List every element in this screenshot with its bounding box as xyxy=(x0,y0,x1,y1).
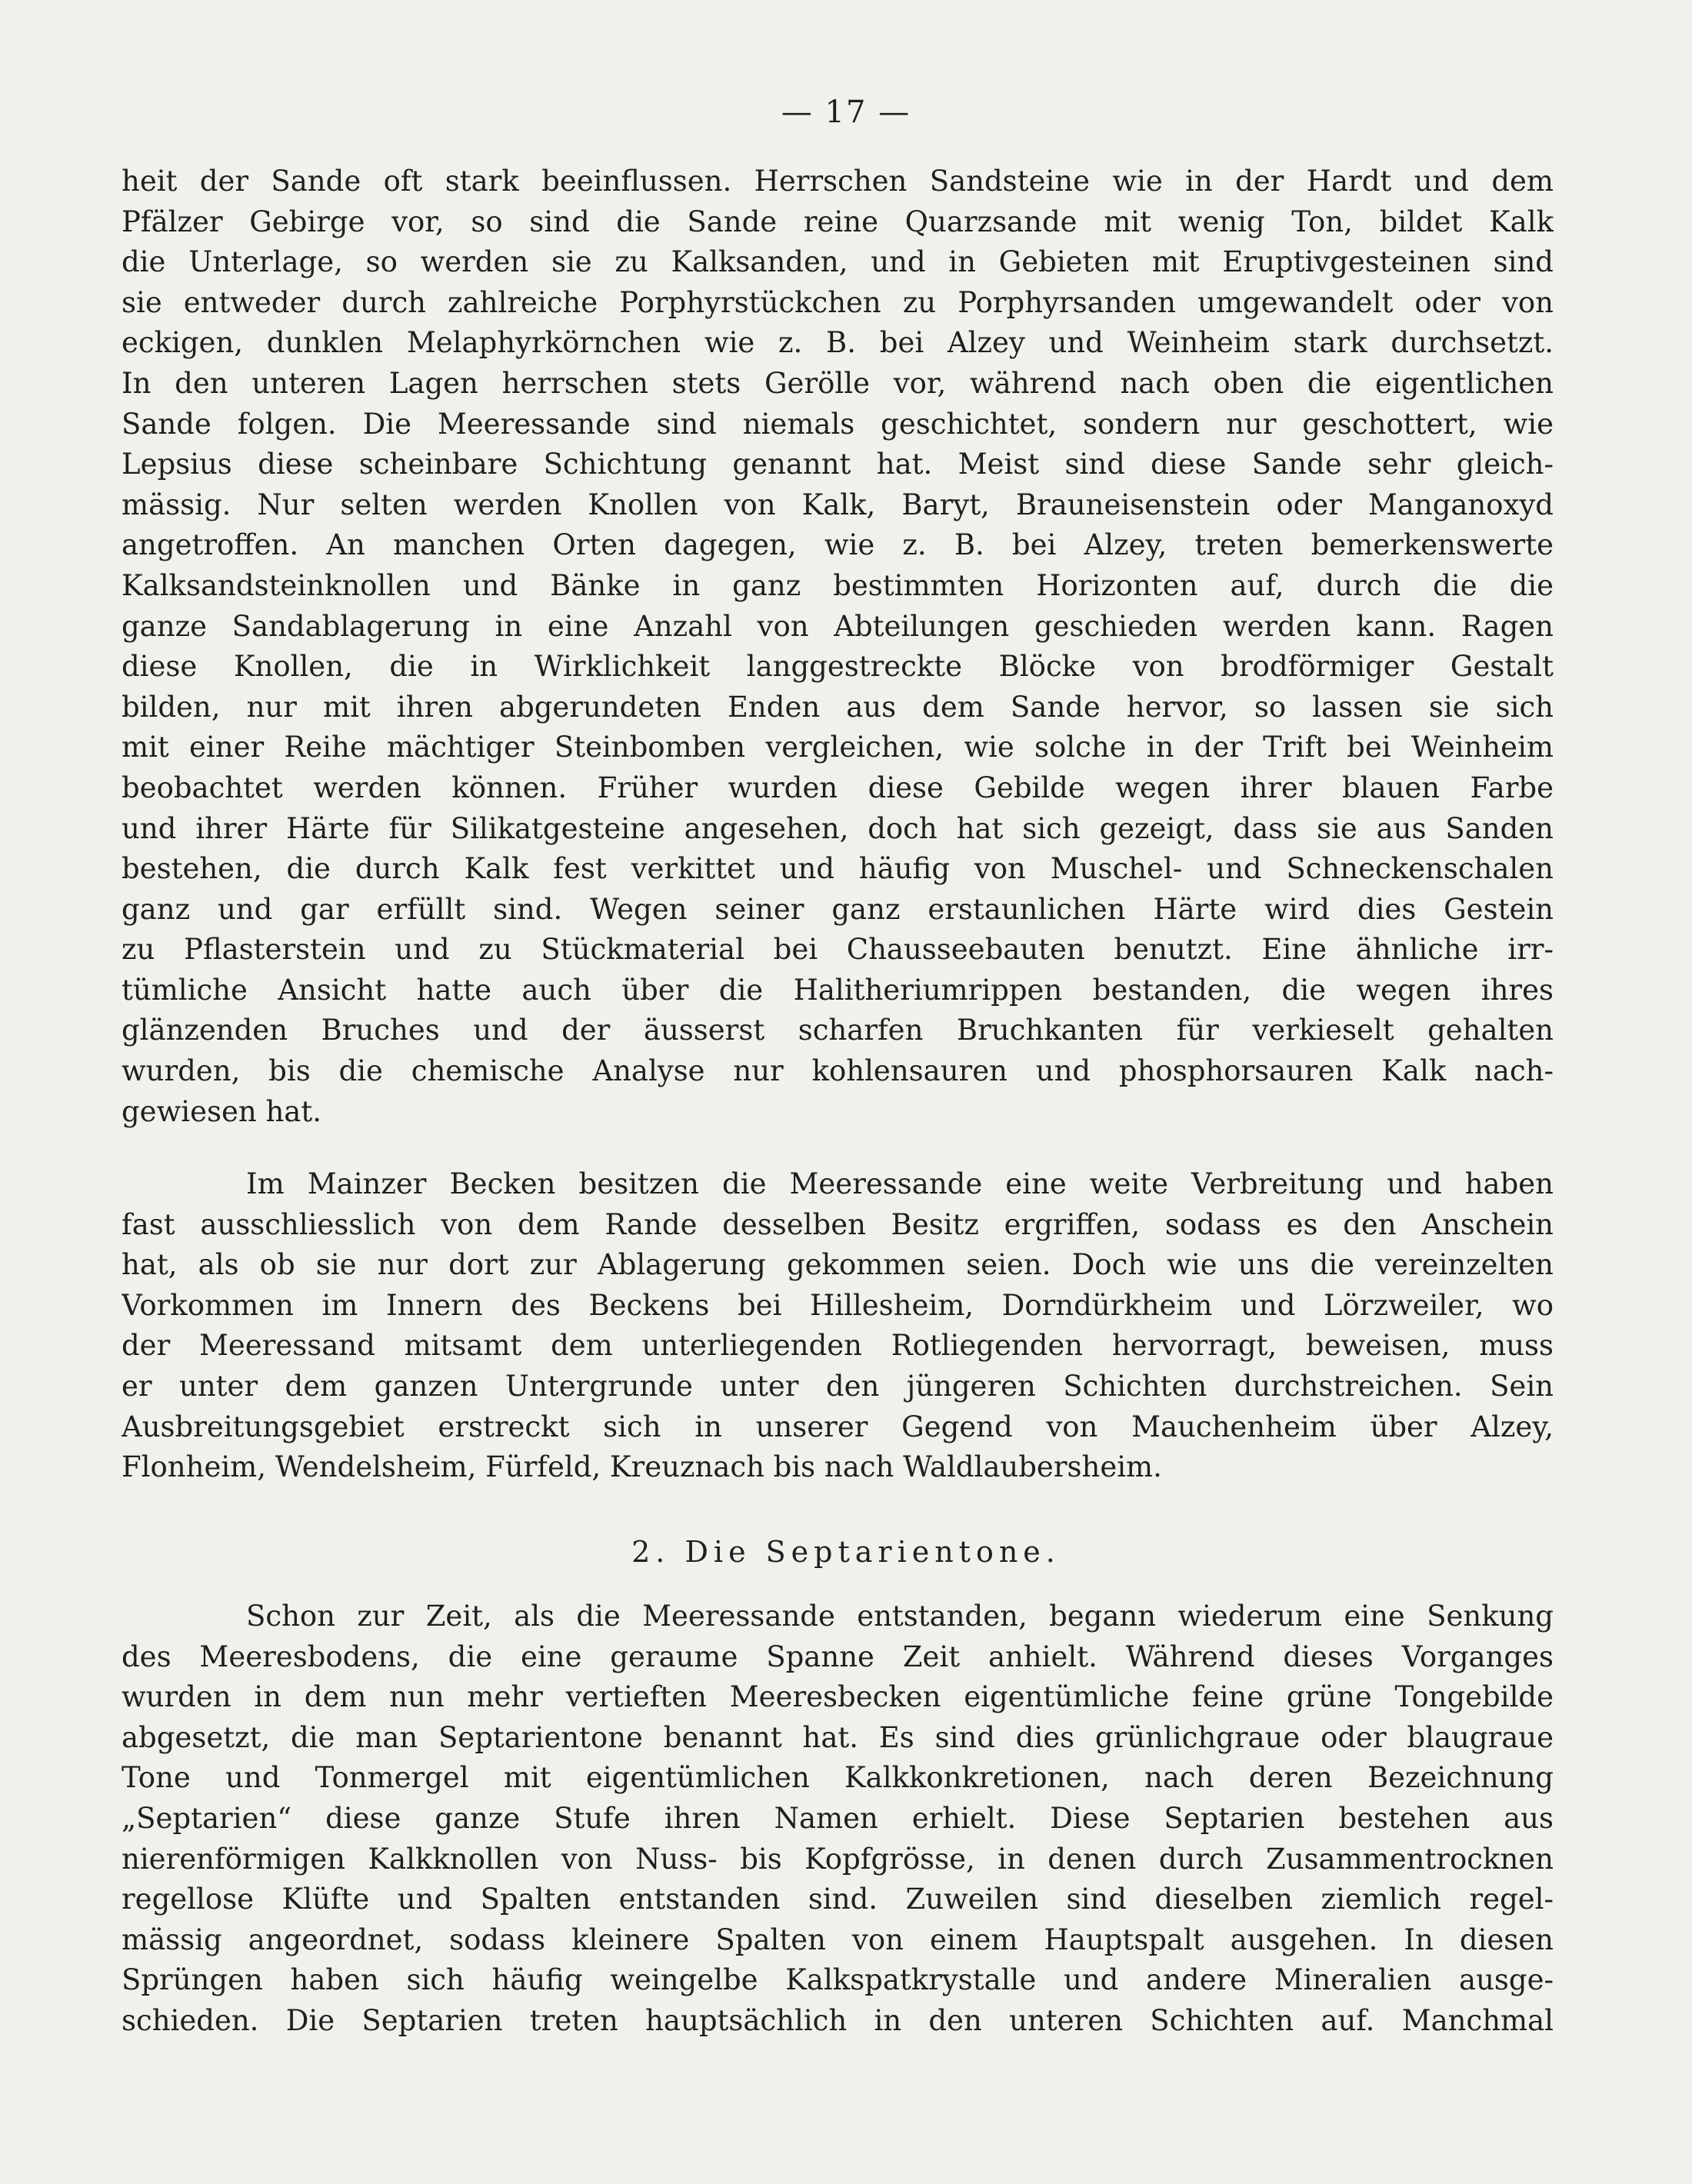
text-line: gewiesen hat. xyxy=(122,1094,321,1128)
text-line: regellose Klüfte und Spalten entstanden sind. Zuweilen sind dieselben ziemlich regel- xyxy=(122,1883,1554,1916)
text-line: Lepsius diese scheinbare Schichtung genannt hat. Meist sind diese Sande sehr gleich- xyxy=(122,448,1554,481)
text-line: eckigen, dunklen Melaphyrkörnchen wie z. B. bei Alzey und Weinheim stark durchsetzt. xyxy=(122,326,1554,360)
text-line: mässig angeordnet, sodass kleinere Spalten von einem Hauptspalt ausgehen. In diesen xyxy=(122,1923,1554,1956)
text-line: abgesetzt, die man Septarientone benannt hat. Es sind dies grünlichgraue oder blaugraue xyxy=(122,1720,1554,1754)
text-line: nierenförmigen Kalkknollen von Nuss- bis Kopfgrösse, in denen durch Zusammentrocknen xyxy=(122,1842,1554,1876)
text-line: des Meeresbodens, die eine geraume Spanne Zeit anhielt. Während dieses Vorganges xyxy=(122,1640,1554,1673)
text-line: mässig. Nur selten werden Knollen von Kalk, Baryt, Brauneisenstein oder Manganoxyd xyxy=(122,488,1554,521)
text-line: Tone und Tonmergel mit eigentümlichen Kalkkonkretionen, nach deren Bezeichnung xyxy=(122,1761,1554,1795)
text-line: bilden, nur mit ihren abgerundeten Enden aus dem Sande hervor, so lassen sie sich xyxy=(122,690,1554,724)
text-line: sie entweder durch zahlreiche Porphyrstückchen zu Porphyrsanden umgewandelt oder von xyxy=(122,285,1554,319)
text-line: ganze Sandablagerung in eine Anzahl von Abteilungen geschieden werden kann. Ragen xyxy=(122,609,1554,643)
paragraph-sande xyxy=(122,161,1554,1132)
text-line: die Unterlage, so werden sie zu Kalksanden, und in Gebieten mit Eruptivgesteinen sind xyxy=(122,245,1554,279)
text-line: diese Knollen, die in Wirklichkeit langgestreckte Blöcke von brodförmiger Gestalt xyxy=(122,650,1554,684)
text-line: Sande folgen. Die Meeressande sind niemals geschichtet, sondern nur geschottert, wie xyxy=(122,407,1554,441)
text-line: Im Mainzer Becken besitzen die Meeressande eine weite Verbreitung und haben xyxy=(246,1167,1554,1200)
text-line: Schon zur Zeit, als die Meeressande entstanden, begann wiederum eine Senkung xyxy=(246,1600,1554,1633)
page-number: — 17 — xyxy=(781,95,911,130)
text-line: Flonheim, Wendelsheim, Fürfeld, Kreuznach bis nach Waldlaubersheim. xyxy=(122,1450,1162,1484)
text-line: beobachtet werden können. Früher wurden diese Gebilde wegen ihrer blauen Farbe xyxy=(122,771,1554,804)
text-line: tümliche Ansicht hatte auch über die Halitheriumrippen bestanden, die wegen ihres xyxy=(122,973,1554,1007)
text-line: ganz und gar erfüllt sind. Wegen seiner ganz erstaunlichen Härte wird dies Gestein xyxy=(122,892,1554,926)
text-line: der Meeressand mitsamt dem unterliegenden Rotliegenden hervorragt, beweisen, muss xyxy=(122,1329,1554,1363)
paragraph-septarientone xyxy=(122,1596,1554,2042)
text-line: fast ausschliesslich von dem Rande desselben Besitz ergriffen, sodass es den Anschein xyxy=(122,1207,1554,1241)
text-line: und ihrer Härte für Silikatgesteine angesehen, doch hat sich gezeigt, dass sie aus Sanden xyxy=(122,811,1554,845)
section-heading: 2. Die Septarientone. xyxy=(631,1535,1061,1569)
paragraph-mainzer-becken xyxy=(122,1164,1554,1488)
text-line: In den unteren Lagen herrschen stets Gerölle vor, während nach oben die eigentlichen xyxy=(122,366,1554,400)
text-line: Vorkommen im Innern des Beckens bei Hillesheim, Dorndürkheim und Lörzweiler, wo xyxy=(122,1288,1554,1322)
text-line: zu Pflasterstein und zu Stückmaterial bei Chausseebauten benutzt. Eine ähnliche irr- xyxy=(122,933,1554,967)
text-line: wurden, bis die chemische Analyse nur kohlensauren und phosphorsauren Kalk nach- xyxy=(122,1054,1554,1088)
text-line: angetroffen. An manchen Orten dagegen, wie z. B. bei Alzey, treten bemerkenswerte xyxy=(122,528,1554,562)
text-line: bestehen, die durch Kalk fest verkittet und häufig von Muschel- und Schneckenschalen xyxy=(122,852,1554,886)
text-line: Kalksandsteinknollen und Bänke in ganz bestimmten Horizonten auf, durch die die xyxy=(122,568,1554,602)
text-line: hat, als ob sie nur dort zur Ablagerung gekommen seien. Doch wie uns die vereinzelten xyxy=(122,1248,1554,1282)
text-line: „Septarien“ diese ganze Stufe ihren Namen erhielt. Diese Septarien bestehen aus xyxy=(122,1801,1554,1835)
text-line: schieden. Die Septarien treten hauptsächlich in den unteren Schichten auf. Manchmal xyxy=(122,2003,1554,2037)
text-line: er unter dem ganzen Untergrunde unter den jüngeren Schichten durchstreichen. Sein xyxy=(122,1369,1554,1403)
text-line: mit einer Reihe mächtiger Steinbomben vergleichen, wie solche in der Trift bei Weinheim xyxy=(122,731,1554,764)
text-line: heit der Sande oft stark beeinflussen. Herrschen Sandsteine wie in der Hardt und dem xyxy=(122,165,1554,198)
text-line: glänzenden Bruches und der äusserst scharfen Bruchkanten für verkieselt gehalten xyxy=(122,1014,1554,1047)
text-line: Ausbreitungsgebiet erstreckt sich in unserer Gegend von Mauchenheim über Alzey, xyxy=(122,1410,1554,1443)
text-line: wurden in dem nun mehr vertieften Meeresbecken eigentümliche feine grüne Tongebilde xyxy=(122,1680,1554,1714)
text-line: Sprüngen haben sich häufig weingelbe Kalkspatkrystalle und andere Mineralien ausge- xyxy=(122,1963,1554,1997)
text-line: Pfälzer Gebirge vor, so sind die Sande reine Quarzsande mit wenig Ton, bildet Kalk xyxy=(122,205,1554,238)
